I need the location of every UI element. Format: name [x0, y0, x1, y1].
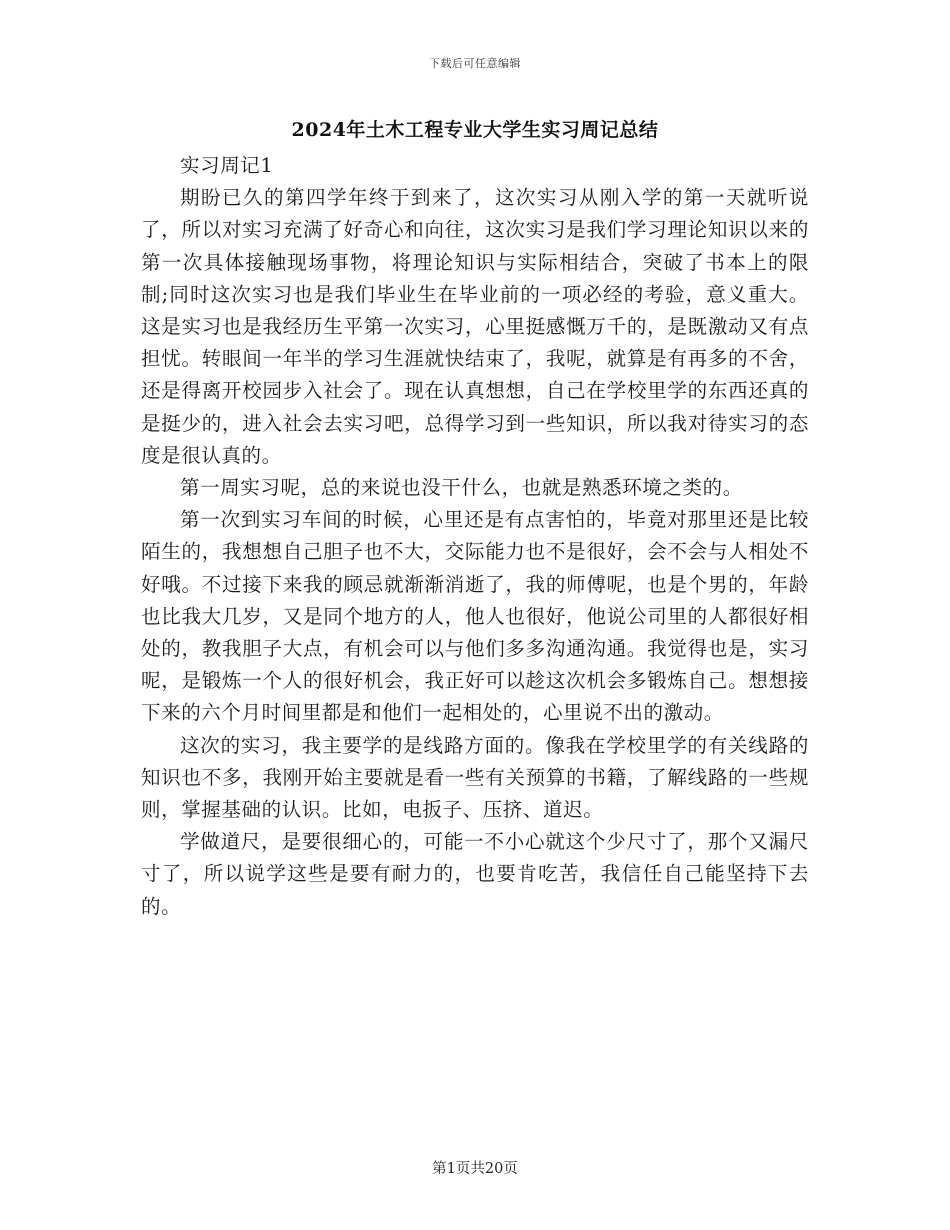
page-number: 第1页共20页	[432, 1161, 518, 1177]
section-heading: 实习周记1	[180, 154, 274, 177]
document-title: 2024年土木工程专业大学生实习周记总结	[291, 119, 659, 141]
paragraph: 期盼已久的第四学年终于到来了，这次实习从刚入学的第一天就听说了，所以对实习充满了好奇心和向往，这次实习是我们学习理论知识以来的第一次具体接触现场事物，将理论知识与实际相结合，突破了书本上的限制;同时这次实习也是我们毕业生在毕业前的一项必经的考验，意义重大。这是实习也是我经历生平第一次实习，心里挺感慨万千的，是既激动又有点担忧。转眼间一年半的学习生涯就快结束了，我呢，就算是有再多的不舍，还是得离开校园步入社会了。现在认真想想，自己在学校里学的东西还真的是挺少的，进入社会去实习吧，总得学习到一些知识，所以我对待实习的态度是很认真的。	[141, 186, 809, 467]
document-body	[141, 150, 809, 923]
paragraph: 这次的实习，我主要学的是线路方面的。像我在学校里学的有关线路的知识也不多，我刚开始主要就是看一些有关预算的书籍，了解线路的一些规则，掌握基础的认识。比如，电扳子、压挤、道迟。	[141, 733, 809, 822]
paragraph: 学做道尺，是要很细心的，可能一不小心就这个少尺寸了，那个又漏尺寸了，所以说学这些是要有耐力的，也要肯吃苦，我信任自己能坚持下去的。	[141, 830, 809, 918]
paragraph: 第一次到实习车间的时候，心里还是有点害怕的，毕竟对那里还是比较陌生的，我想想自己胆子也不大，交际能力也不是很好，会不会与人相处不好哦。不过接下来我的顾忌就渐渐消逝了，我的师傅呢，也是个男的，年龄也比我大几岁，又是同个地方的人，他人也很好，他说公司里的人都很好相处的，教我胆子大点，有机会可以与他们多多沟通沟通。我觉得也是，实习呢，是锻炼一个人的很好机会，我正好可以趁这次机会多锻炼自己。想想接下来的六个月时间里都是和他们一起相处的，心里说不出的激动。	[141, 508, 809, 725]
header-note: 下载后可任意编辑	[429, 57, 521, 70]
paragraph: 第一周实习呢，总的来说也没干什么，也就是熟悉环境之类的。	[180, 476, 743, 500]
